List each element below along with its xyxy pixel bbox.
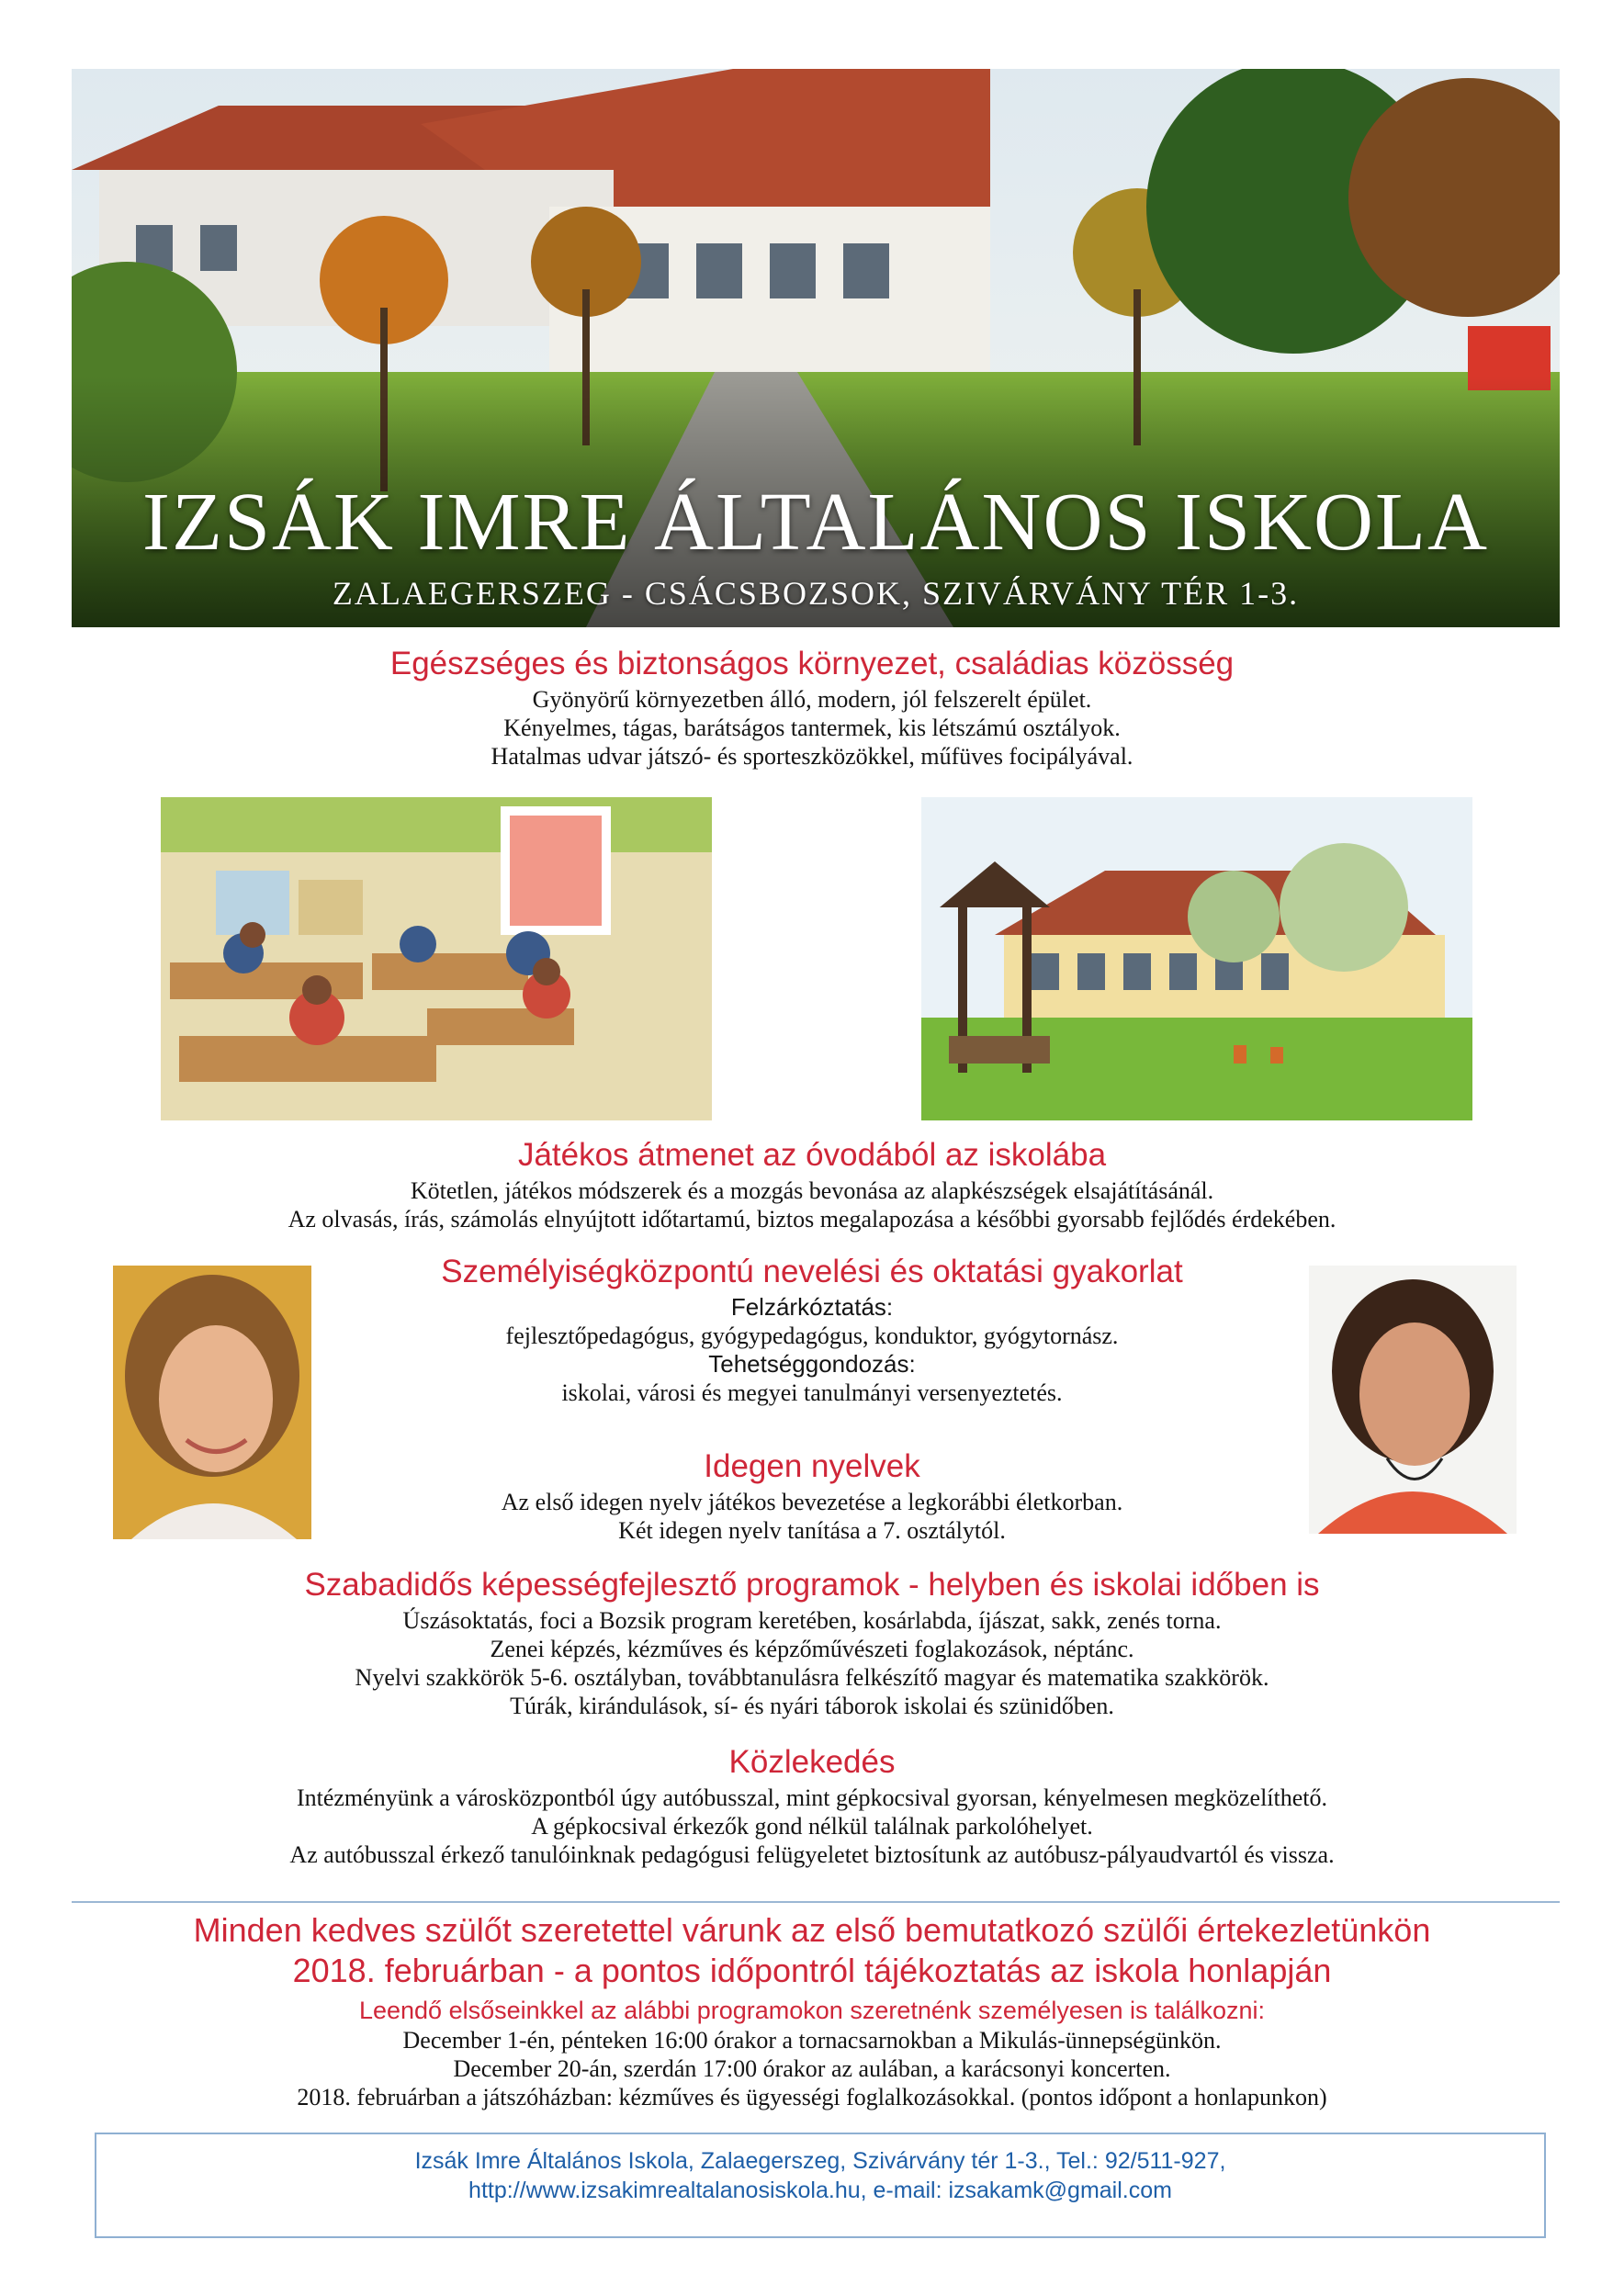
text-line: Kényelmes, tágas, barátságos tantermek, kis létszámú osztályok. [503,715,1121,741]
section-transport [0,1741,1624,1869]
text-line: Intézményünk a városközpontból úgy autóbusszal, mint gépkocsival gyorsan, kényelmesen megközelíthető. [296,1784,1328,1811]
section-personality [0,1251,1624,1407]
text-line: iskolai, városi és megyei tanulmányi versenyeztetés. [561,1379,1063,1406]
section-heading: Közlekedés [728,1744,896,1780]
school-name-title: IZSÁK IMRE ÁLTALÁNOS ISKOLA [142,477,1489,568]
text-line: Zenei képzés, kézműves és képzőművészeti foglakozások, néptánc. [490,1636,1134,1662]
section-heading: Egészséges és biztonságos környezet, családias közösség [389,646,1235,681]
school-address-subtitle: ZALAEGERSZEG - CSÁCSBOZSOK, SZIVÁRVÁNY TÉR 1-3. [332,575,1300,612]
event-item: December 20-án, szerdán 17:00 órakor az aulában, a karácsonyi koncerten. [453,2055,1171,2082]
section-heading: Szabadidős képességfejlesztő programok - helyben és iskolai időben is [304,1567,1320,1603]
invitation-date-note: 2018. februárban - a pontos időpontról tájékoztatás az iskola honlapján [292,1952,1332,1989]
invitation-headline: Minden kedves szülőt szeretettel várunk az első bemutatkozó szülői értekezletünkön [193,1911,1431,1949]
section-environment [0,643,1624,771]
section-transition [0,1134,1624,1233]
text-line: Kötetlen, játékos módszerek és a mozgás bevonása az alapkészségek elsajátításánál. [410,1177,1214,1204]
text-line: Az autóbusszal érkező tanulóinknak pedagógusi felügyeletet biztosítunk az autóbusz-pályaudvartól és vissza. [289,1841,1335,1868]
contact-address-phone: Izsák Imre Általános Iskola, Zalaegerszeg, Szivárvány tér 1-3., Tel.: 92/511-927, [414,2148,1226,2174]
text-line: Két idegen nyelv tanítása a 7. osztálytól. [618,1517,1006,1544]
hero-banner [72,69,1560,627]
text-line: Az első idegen nyelv játékos bevezetése a legkorábbi életkorban. [501,1489,1123,1515]
event-item: December 1-én, pénteken 16:00 órakor a tornacsarnokban a Mikulás-ünnepségünkön. [402,2027,1222,2054]
section-heading: Játékos átmenet az óvodából az iskolába [517,1137,1107,1173]
classroom-photo [161,797,712,1120]
contact-footer [95,2133,1546,2238]
invitation-block [0,1910,1624,2111]
text-line: Túrák, kirándulások, sí- és nyári táborok iskolai és szünidőben. [510,1693,1114,1719]
text-line: Hatalmas udvar játszó- és sporteszközökkel, műfüves focipályával. [491,743,1133,770]
subheading-catchup: Felzárkóztatás: [730,1293,894,1321]
section-heading: Idegen nyelvek [704,1448,920,1484]
text-line: Nyelvi szakkörök 5-6. osztályban, továbbtanulásra felkészítő magyar és matematika szakkörök. [355,1664,1269,1691]
schoolyard-photo [921,797,1472,1120]
text-line: Gyönyörű környezetben álló, modern, jól felszerelt épület. [532,686,1092,713]
text-line: A gépkocsival érkezők gond nélkül találnak parkolóhelyet. [531,1813,1093,1840]
invitation-intro: Leendő elsőseinkkel az alábbi programokon szeretnénk személyesen is találkozni: [358,1997,1266,2024]
section-heading: Személyiségközpontú nevelési és oktatási gyakorlat [441,1254,1183,1289]
text-line: Az olvasás, írás, számolás elnyújtott időtartamú, biztos megalapozása a későbbi gyorsabb fejlődés érdekében. [288,1206,1336,1232]
contact-web-email[interactable]: http://www.izsakimrealtalanosiskola.hu, e-mail: izsakamk@gmail.com [468,2178,1172,2203]
subheading-talent: Tehetséggondozás: [708,1350,916,1378]
event-item: 2018. februárban a játszóházban: kézműves és ügyességi foglalkozásokkal. (pontos időpont a honlapunkon) [297,2084,1327,2110]
divider-line [72,1901,1560,1903]
section-languages [0,1446,1624,1545]
section-programs [0,1564,1624,1720]
text-line: fejlesztőpedagógus, gyógypedagógus, konduktor, gyógytornász. [505,1322,1119,1349]
text-line: Úszásoktatás, foci a Bozsik program keretében, kosárlabda, íjászat, sakk, zenés torna. [402,1607,1222,1634]
